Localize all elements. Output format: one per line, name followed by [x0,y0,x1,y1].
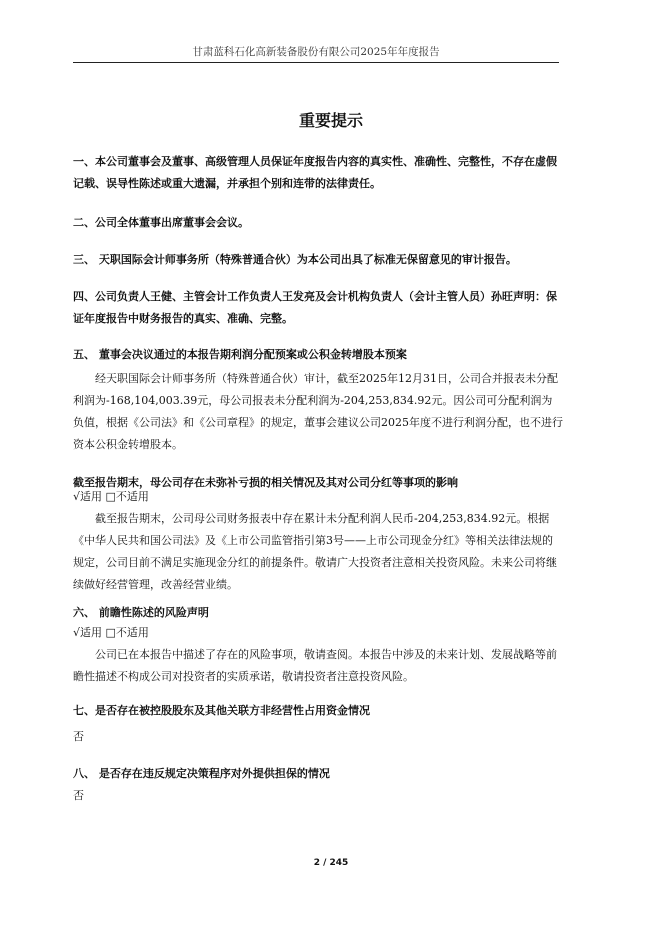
section-7-answer: 否 [73,730,84,743]
section-4: 四、公司负责人王健、主管会计工作负责人王发亮及会计机构负责人（会计主管人员）孙旺声明：保证年度报告中财务报告的真实、准确、完整。 [73,290,557,325]
section-8-answer: 否 [73,789,84,802]
section-1: 一、本公司董事会及董事、高级管理人员保证年度报告内容的真实性、准确性、完整性，不存在虚假记载、误导性陈述或重大遗漏，并承担个别和连带的法律责任。 [73,155,557,190]
section-5-body: 经天职国际会计师事务所（特殊普通合伙）审计，截至2025年12月31日，公司合并报表未分配利润为-168,104,003.39元，母公司报表未分配利润为-204,253,834.92元。因公司可分配利润为负值，根据《公司法》和《公司章程》的规定，董事会建议公司2025年度不进行利润分配，也不进行资本公积金转增股本。 [73,372,563,451]
deficit-applicability: √适用 □不适用 [73,490,149,503]
deficit-heading: 截至报告期末，母公司存在未弥补亏损的相关情况及其对公司分红等事项的影响 [73,476,458,489]
page-number: 2 / 245 [313,858,349,868]
section-5-heading: 五、 董事会决议通过的本报告期利润分配预案或公积金转增股本预案 [73,348,407,361]
section-6-heading: 六、 前瞻性陈述的风险声明 [73,606,209,619]
report-header: 甘肃蓝科石化高新装备股份有限公司2025年年度报告 [73,44,559,63]
deficit-body: 截至报告期末，公司母公司财务报表中存在累计未分配利润人民币-204,253,834.92元。根据《中华人民共和国公司法》及《上市公司监管指引第3号——上市公司现金分红》等相关法律法规的规定，公司目前不满足实施现金分红的前提条件。敬请广大投资者注意相关投资风险。未来公司将继续做好经营管理，改善经营业绩。 [73,512,557,591]
section-3: 三、 天职国际会计师事务所（特殊普通合伙）为本公司出具了标准无保留意见的审计报告。 [73,253,517,266]
section-7-heading: 七、是否存在被控股股东及其他关联方非经营性占用资金情况 [73,704,370,717]
page-title: 重要提示 [298,111,363,130]
section-8-heading: 八、 是否存在违反规定决策程序对外提供担保的情况 [73,767,330,780]
section-6-applicability: √适用 □不适用 [73,626,149,639]
section-6-body: 公司已在本报告中描述了存在的风险事项，敬请查阅。本报告中涉及的未来计划、发展战略等前瞻性描述不构成公司对投资者的实质承诺，敬请投资者注意投资风险。 [73,648,557,683]
section-2: 二、公司全体董事出席董事会会议。 [73,216,249,229]
